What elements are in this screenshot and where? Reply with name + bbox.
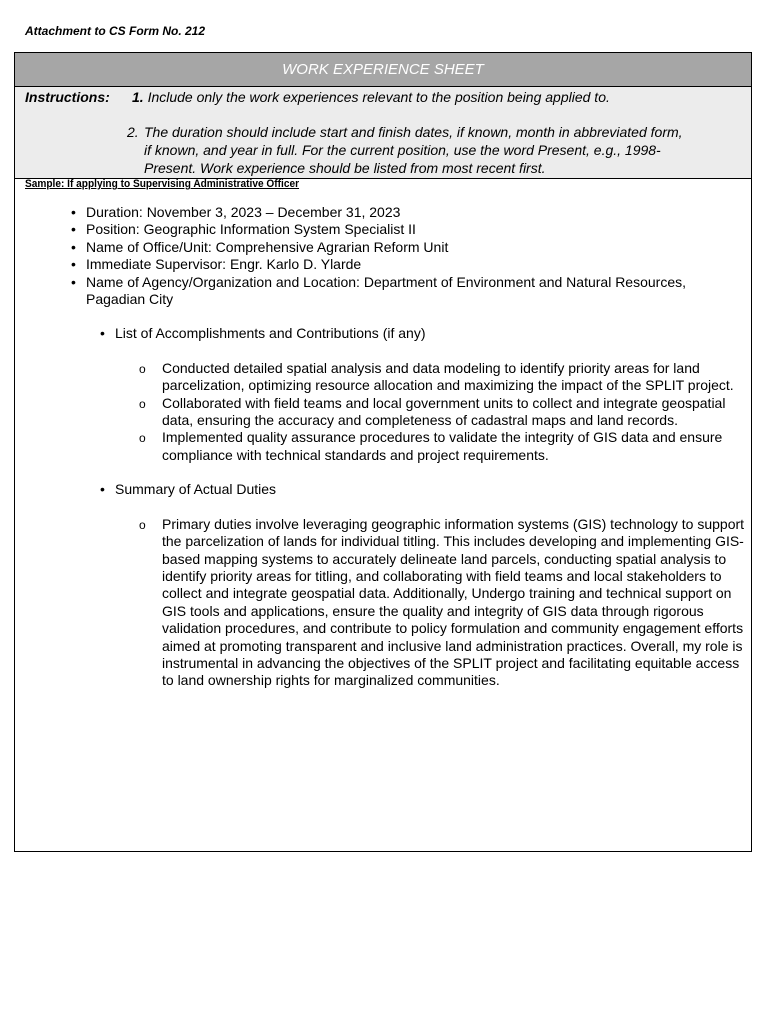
sample-heading: Sample: If applying to Supervising Administrative Officer — [25, 178, 300, 190]
instruction-item-2 — [127, 123, 747, 177]
instructions-label: Instructions: — [25, 89, 110, 105]
accomplishment-text: Conducted detailed spatial analysis and data modeling to identify priority areas for land parcelization, optimizing resource allocation and maximizing the impact of the SPLIT project. — [162, 359, 734, 394]
detail-supervisor-text: Immediate Supervisor: Engr. Karlo D. Ylarde — [86, 256, 362, 273]
bullet-icon: • — [71, 221, 76, 238]
duty-text: Primary duties involve leveraging geographic information systems (GIS) technology to support the parcelization of lands for individual titling. This includes developing and implementing GIS-based mapping systems to accurately delineate land parcels, conducting spatial analysis to identify priority areas for titling, and collaborating with field teams and local stakeholders to collect and integrate geospatial data. Additionally, Undergo training and technical support on GIS tools and applications, ensure the quality and integrity of GIS data through rigorous validation procedures, and contribute to policy formulation and community engagement efforts aimed at promoting transparent and inclusive land administration practices. Overall, my role is instrumental in advancing the objectives of the SPLIT project and facilitating equitable access to land ownership rights for marginalized communities. — [162, 515, 745, 689]
duty-item — [15, 516, 747, 690]
duties-heading-text: Summary of Actual Duties — [115, 481, 277, 498]
accomplishment-text: Implemented quality assurance procedures to validate the integrity of GIS data and ensure compliance with technical standards and project requirements. — [162, 429, 723, 463]
circle-bullet-icon: o — [139, 361, 146, 376]
work-experience-sheet — [14, 52, 752, 852]
detail-agency-line-2: Pagadian City — [86, 291, 174, 308]
detail-agency-line-1: Name of Agency/Organization and Location: Department of Environment and Natural Resources, — [86, 273, 686, 290]
instruction-2-number: 2. — [127, 124, 139, 140]
detail-position-text: Position: Geographic Information System Specialist II — [86, 221, 416, 238]
bullet-icon: • — [71, 238, 76, 255]
bullet-icon: • — [100, 325, 105, 342]
duties-heading — [15, 481, 751, 498]
detail-agency — [15, 274, 756, 309]
instruction-item-1 — [132, 89, 610, 105]
instructions-box — [15, 87, 751, 179]
accomplishment-item — [15, 360, 747, 395]
instruction-2-line-2: if known, and year in full. For the current position, use the word Present, e.g., 1998- — [144, 142, 661, 158]
accomplishments-heading — [15, 325, 751, 342]
bullet-icon: • — [71, 204, 76, 220]
accomplishment-text: Collaborated with field teams and local government units to collect and integrate geospatial data, ensuring the accuracy and completeness of cadastral maps and land records. — [162, 394, 726, 429]
circle-bullet-icon: o — [139, 517, 146, 532]
bullet-icon: • — [71, 256, 76, 273]
sheet-title: WORK EXPERIENCE SHEET — [15, 53, 751, 87]
accomplishments-heading-text: List of Accomplishments and Contributions (if any) — [115, 325, 426, 342]
accomplishments-list — [15, 360, 751, 464]
circle-bullet-icon: o — [139, 431, 146, 446]
accomplishment-item — [15, 395, 747, 430]
instruction-2-line-3: Present. Work experience should be listed from most recent first. — [144, 160, 546, 176]
attachment-label: Attachment to CS Form No. 212 — [25, 24, 206, 38]
detail-duration — [15, 204, 756, 221]
detail-position — [15, 221, 756, 238]
detail-supervisor — [15, 256, 756, 273]
instruction-1-text: Include only the work experiences relevant to the position being applied to. — [147, 89, 610, 105]
bullet-icon: • — [71, 273, 76, 290]
circle-bullet-icon: o — [139, 396, 146, 411]
bullet-icon: • — [100, 481, 105, 498]
sheet-content — [15, 204, 751, 690]
detail-office — [15, 239, 756, 256]
instruction-2-line-1: The duration should include start and finish dates, if known, month in abbreviated form, — [144, 124, 683, 140]
detail-duration-text: Duration: November 3, 2023 – December 31, 2023 — [86, 204, 401, 220]
details-list — [15, 204, 751, 308]
detail-office-text: Name of Office/Unit: Comprehensive Agrarian Reform Unit — [86, 238, 449, 255]
accomplishment-item — [15, 429, 747, 464]
instruction-1-number: 1. — [132, 89, 144, 105]
duties-list — [15, 516, 751, 690]
